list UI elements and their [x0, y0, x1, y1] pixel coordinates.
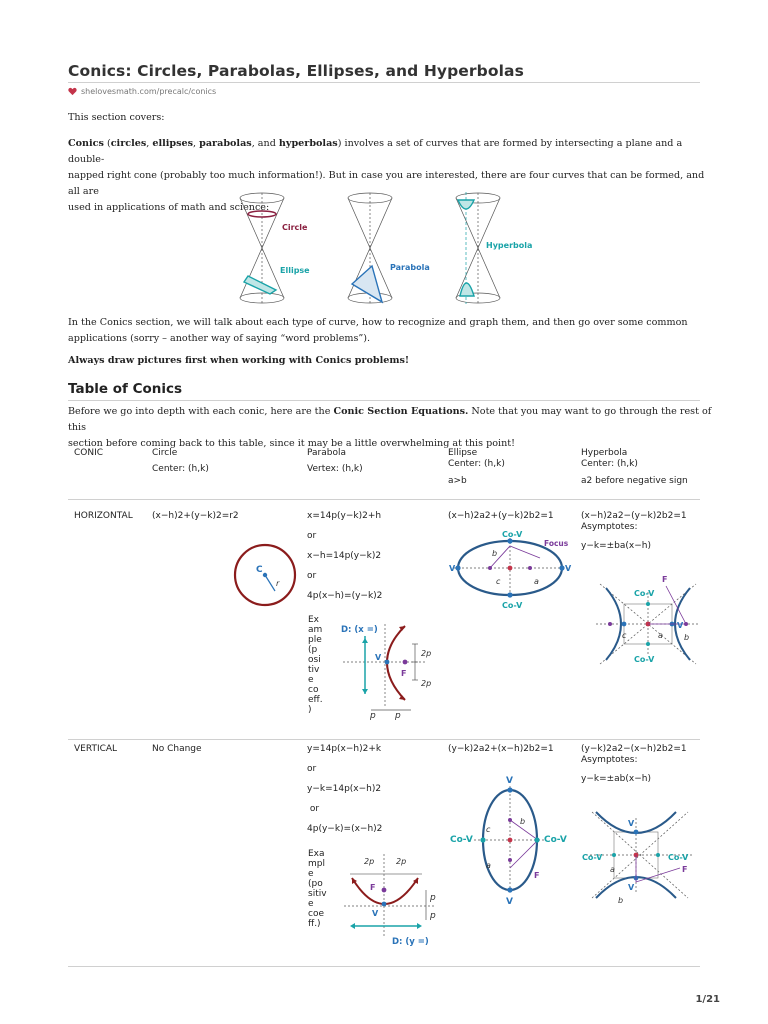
svg-text:Co-V: Co-V	[582, 853, 603, 862]
table-row-divider	[68, 499, 700, 500]
cone-label-hyperbola: Hyperbola	[486, 241, 533, 250]
circle-center-label: C	[256, 565, 263, 575]
horizontal-ellipse-equation: (x−h)2a2+(y−k)2b2=1	[448, 511, 554, 521]
svg-text:2p: 2p	[421, 649, 432, 658]
svg-text:c: c	[486, 825, 491, 834]
svg-text:p: p	[430, 911, 436, 921]
term-conic-equations: Conic Section Equations.	[333, 406, 469, 417]
table-header-ellipse: Ellipse Center: (h,k) a>b	[448, 448, 505, 486]
svg-text:c: c	[622, 631, 627, 640]
svg-text:V: V	[372, 909, 379, 918]
table-header-hyperbola: Hyperbola Center: (h,k) a2 before negative sign	[581, 448, 688, 486]
row-label-horizontal: HORIZONTAL	[74, 511, 133, 521]
svg-text:Co-V: Co-V	[502, 601, 523, 610]
svg-text:V: V	[628, 883, 635, 892]
paragraph-line: used in applications of math and science:	[68, 202, 270, 213]
horizontal-ellipse-diagram	[448, 528, 578, 610]
vertex-label: V	[375, 653, 382, 662]
page-title: Conics: Circles, Parabolas, Ellipses, and Hyperbolas	[68, 62, 524, 80]
cone-label-circle: Circle	[282, 223, 308, 232]
draw-pictures-note: Always draw pictures first when working with Conics problems!	[68, 355, 410, 366]
svg-text:2p: 2p	[396, 857, 407, 866]
circle-diagram	[232, 542, 298, 608]
svg-text:a: a	[610, 865, 615, 874]
svg-text:F: F	[662, 575, 668, 584]
svg-text:Co-V: Co-V	[634, 655, 655, 664]
horizontal-parabola-equations: x=14p(y−k)2+h or x−h=14p(y−k)2 or 4p(x−h)=(y−k)2	[307, 511, 383, 601]
table-intro-paragraph: Before we go into depth with each conic, here are the Conic Section Equations. Note that you may want to go through the rest of this section before coming back to this table, since it may be a little overwhelming at this point!	[68, 406, 712, 449]
section-divider	[68, 400, 700, 401]
svg-text:p: p	[395, 711, 401, 721]
vertical-ellipse-diagram	[448, 772, 572, 908]
table-header-parabola: Parabola Vertex: (h,k)	[307, 448, 363, 474]
directrix-label: D: (x =)	[341, 625, 378, 635]
svg-text:p: p	[370, 711, 376, 721]
svg-text:a: a	[534, 577, 539, 586]
focus-label: F	[401, 669, 407, 678]
svg-text:V: V	[506, 897, 513, 907]
svg-text:Co-V: Co-V	[668, 853, 689, 862]
svg-text:2p: 2p	[364, 857, 375, 866]
title-divider	[68, 82, 700, 83]
cone-label-parabola: Parabola	[390, 263, 430, 272]
svg-text:V: V	[565, 564, 572, 573]
svg-text:V: V	[506, 776, 513, 786]
horizontal-hyperbola-equations: (x−h)2a2−(y−k)2b2=1 Asymptotes: y−k=±ba(x−h)	[581, 511, 687, 551]
svg-text:F: F	[370, 883, 376, 892]
svg-text:F: F	[534, 871, 540, 880]
svg-text:a: a	[486, 861, 491, 870]
svg-text:a: a	[658, 631, 663, 640]
term-hyperbolas: hyperbolas	[278, 138, 338, 149]
intro-paragraph: Conics (circles, ellipses, parabolas, and hyperbolas) involves a set of curves that are formed by intersecting a plane and a double- napped right cone (probably too much information!). But in case you are interested, there are four curves that can be formed, and all are used in applications of math and science:	[68, 136, 708, 216]
table-of-conics-heading: Table of Conics	[68, 381, 183, 397]
svg-text:Co-V: Co-V	[544, 835, 567, 845]
overview-paragraph: In the Conics section, we will talk about each type of curve, how to recognize and graph them, and then go over some common applications (sorry – another way of saying “word problems”).	[68, 317, 688, 344]
horizontal-hyperbola-diagram	[592, 574, 704, 674]
table-row-divider	[68, 739, 700, 740]
svg-text:Co-V: Co-V	[450, 835, 473, 845]
vertical-parabola-equations: y=14p(x−h)2+k or y−k=14p(x−h)2 or 4p(y−k)=(x−h)2	[307, 744, 383, 834]
svg-text:b: b	[618, 896, 624, 905]
page-number: 1/21	[695, 994, 720, 1005]
vertical-ellipse-equation: (y−k)2a2+(x−h)2b2=1	[448, 744, 554, 754]
svg-text:V: V	[449, 564, 456, 573]
term-conics: Conics	[68, 138, 104, 149]
vertical-parabola-diagram	[340, 850, 445, 948]
horizontal-parabola-diagram	[335, 620, 440, 720]
heart-icon	[68, 87, 77, 96]
table-header-circle: Circle Center: (h,k)	[152, 448, 209, 474]
horizontal-parabola-example-label: Ex am ple (p osi tiv e co eff. )	[308, 615, 323, 715]
svg-text:Co-V: Co-V	[634, 589, 655, 598]
term-parabolas: parabolas	[199, 138, 252, 149]
svg-text:V: V	[677, 621, 684, 630]
cone-label-ellipse: Ellipse	[280, 266, 310, 275]
intro-text: This section covers:	[68, 112, 165, 123]
cone-circle-ellipse	[240, 193, 284, 303]
svg-text:Focus: Focus	[544, 539, 569, 548]
circle-radius-label: r	[276, 579, 280, 588]
svg-text:b: b	[492, 549, 498, 558]
parabola-section	[352, 266, 382, 302]
ellipse-section	[244, 276, 276, 294]
horizontal-circle-equation: (x−h)2+(y−k)2=r2	[152, 511, 239, 521]
paragraph-line: napped right cone (probably too much information!). But in case you are interested, there are four curves that can be formed, and all are	[68, 170, 705, 197]
svg-text:p: p	[430, 893, 436, 903]
svg-text:c: c	[496, 577, 501, 586]
source-link[interactable]	[68, 87, 216, 96]
svg-text:D: (y =): D: (y =)	[392, 937, 429, 947]
svg-text:2p: 2p	[421, 679, 432, 688]
svg-text:Co-V: Co-V	[502, 530, 523, 539]
svg-text:b: b	[684, 633, 690, 642]
table-header-conic: CONIC	[74, 448, 104, 458]
cone-parabola	[348, 193, 392, 303]
term-circles: circles	[110, 138, 147, 149]
svg-text:F: F	[682, 865, 688, 874]
table-bottom-divider	[68, 966, 700, 967]
svg-text:b: b	[520, 817, 526, 826]
svg-text:V: V	[628, 819, 635, 828]
vertical-hyperbola-diagram	[582, 798, 698, 910]
row-label-vertical: VERTICAL	[74, 744, 118, 754]
source-url[interactable]: shelovesmath.com/precalc/conics	[81, 87, 217, 96]
term-ellipses: ellipses	[152, 138, 194, 149]
vertical-circle-note: No Change	[152, 744, 202, 754]
vertical-parabola-example-label: Exa mpl e (po sitiv e coe ff.)	[308, 849, 327, 929]
conic-cones-figure	[230, 188, 533, 312]
vertical-hyperbola-equations: (y−k)2a2−(x−h)2b2=1 Asymptotes: y−k=±ab(x−h)	[581, 744, 687, 784]
